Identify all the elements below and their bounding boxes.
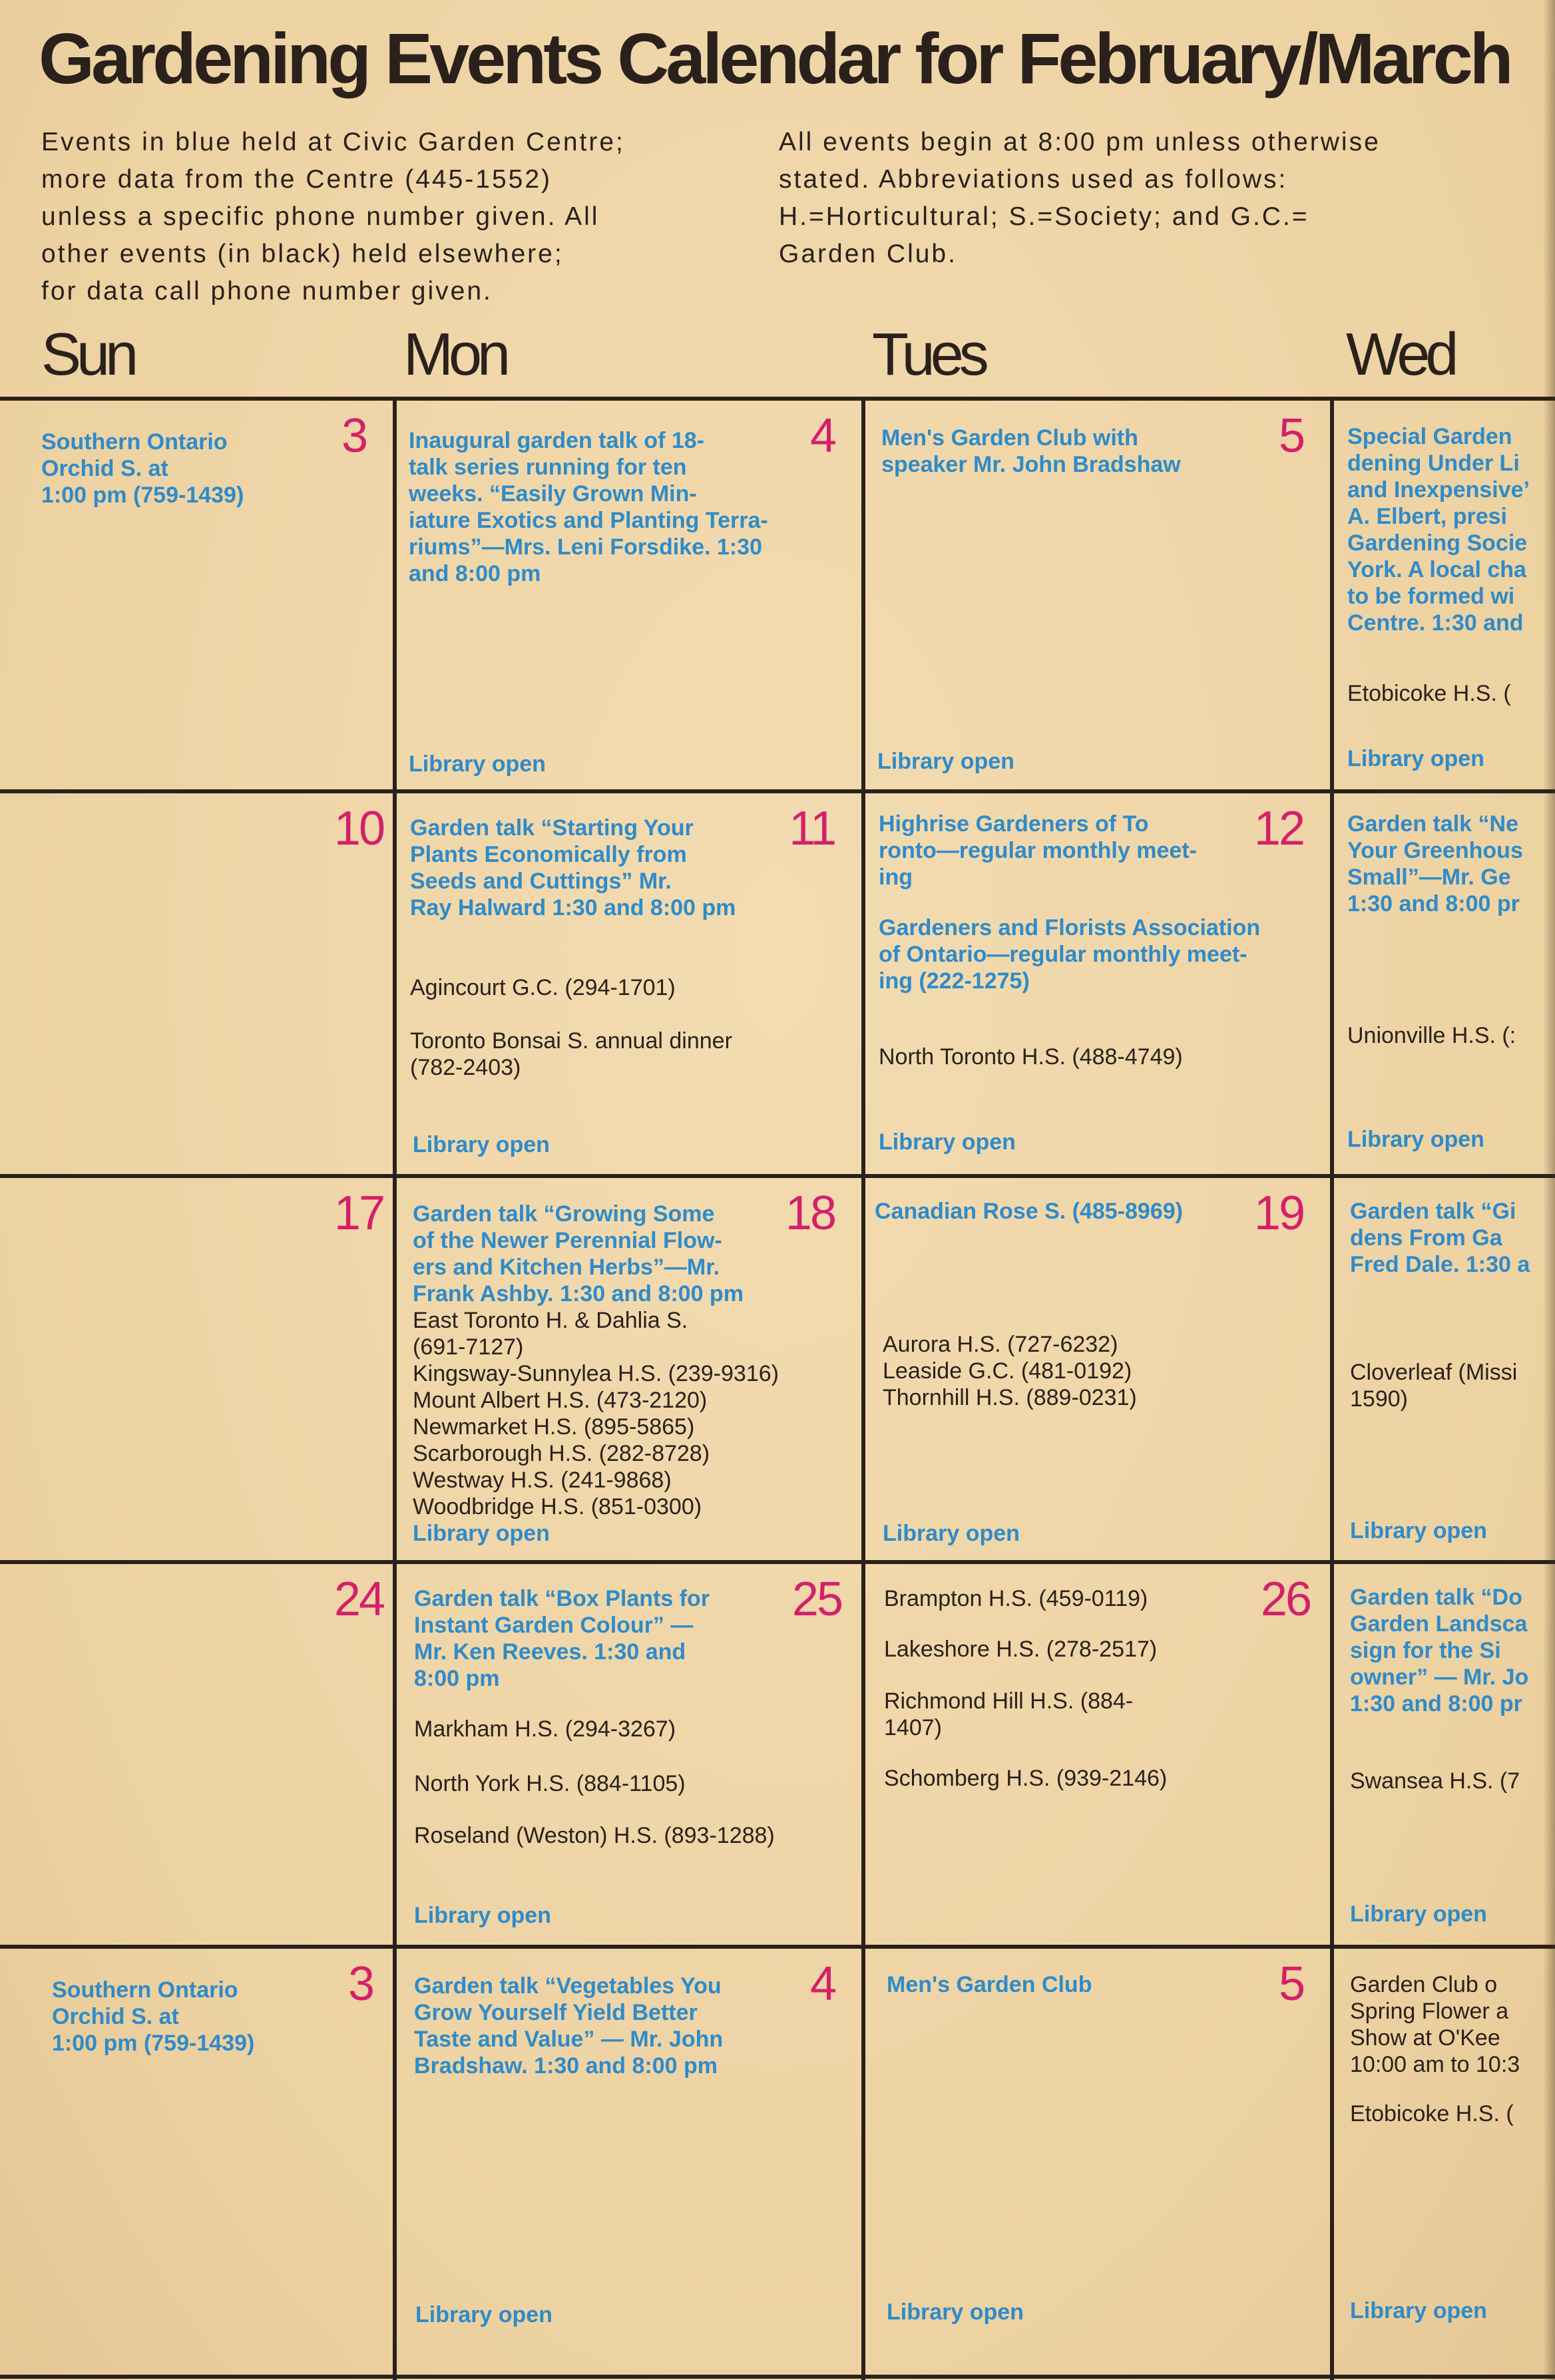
event-starting-plants-talk: Garden talk “Starting Your Plants Economically from Seeds and Cuttings” Mr. Ray Halward 1:30 and 8:00 pm [410, 815, 736, 920]
event-aurora-leaside-thornhill: Aurora H.S. (727-6232) Leaside G.C. (481-0192) Thornhill H.S. (889-0231) [883, 1332, 1137, 1410]
event-etobicoke: Etobicoke H.S. ( [1350, 2101, 1514, 2126]
event-perennial-talk: Garden talk “Growing Some of the Newer Perennial Flow- ers and Kitchen Herbs”—Mr. Frank Ashby. 1:30 and 8:00 pm [413, 1201, 744, 1306]
day-number: 5 [1278, 409, 1303, 463]
day-cell-feb-10 [0, 793, 393, 1174]
day-number: 12 [1253, 802, 1303, 855]
day-cell-feb-11 [397, 793, 861, 1174]
intro-right: All events begin at 8:00 pm unless otherwise stated. Abbreviations used as follows: H.=Horticultural; S.=Society; and G.C.= Garden Club. [779, 128, 1381, 268]
event-schomberg: Schomberg H.S. (939-2146) [884, 1766, 1168, 1791]
day-cell-feb-17 [0, 1178, 393, 1560]
event-spring-flower-show: Garden Club o Spring Flower a Show at O'Kee 10:00 am to 10:3 [1350, 1972, 1520, 2077]
library-open: Library open [414, 1903, 551, 1928]
event-north-toronto: North Toronto H.S. (488-4749) [879, 1044, 1183, 1070]
library-open: Library open [1347, 1127, 1484, 1152]
day-number: 18 [785, 1187, 835, 1240]
day-header-sun: Sun [41, 321, 134, 388]
event-roseland: Roseland (Weston) H.S. (893-1288) [414, 1823, 775, 1848]
day-number: 26 [1260, 1573, 1310, 1626]
event-gardens-talk: Garden talk “Gi dens From Ga Fred Dale. 1:30 a [1350, 1199, 1530, 1277]
day-cell-mar-4 [397, 1949, 861, 2375]
event-lakeshore: Lakeshore H.S. (278-2517) [884, 1637, 1158, 1662]
library-open: Library open [415, 2302, 553, 2327]
library-open: Library open [883, 1521, 1020, 1546]
event-highrise-gardeners: Highrise Gardeners of To ronto—regular monthly meet- ing [879, 811, 1197, 890]
day-cell-feb-19 [865, 1178, 1330, 1560]
library-open: Library open [1350, 1518, 1487, 1543]
library-open: Library open [877, 749, 1014, 774]
day-number: 3 [341, 409, 366, 463]
event-mens-garden-club: Men's Garden Club with speaker Mr. John Bradshaw [881, 425, 1181, 477]
day-cell-feb-24 [0, 1564, 393, 1945]
page-edge-shadow [1543, 0, 1555, 2380]
event-north-york: North York H.S. (884-1105) [414, 1771, 686, 1796]
day-number: 17 [333, 1187, 383, 1240]
event-gardeners-florists: Gardeners and Florists Association of Ontario—regular monthly meet- ing (222-1275) [879, 915, 1261, 994]
event-canadian-rose: Canadian Rose S. (485-8969) [875, 1199, 1183, 1224]
day-cell-feb-12 [865, 793, 1330, 1174]
event-richmond-hill: Richmond Hill H.S. (884- 1407) [884, 1688, 1134, 1740]
day-header-wed: Wed [1346, 321, 1454, 388]
event-agincourt: Agincourt G.C. (294-1701) [410, 975, 676, 1000]
event-brampton: Brampton H.S. (459-0119) [884, 1586, 1148, 1611]
page-title: Gardening Events Calendar for February/March [39, 18, 1510, 99]
event-society-list: East Toronto H. & Dahlia S. (691-7127) Kingsway-Sunnylea H.S. (239-9316) Mount Albert H.S. (473-2120) Newmarket H.S. (895-5865) Scarborough H.S. (282-8728) Westway H.S. (241-9868) Woodbridge H.S. (851-0300) [413, 1308, 779, 1519]
library-open: Library open [413, 1132, 550, 1157]
day-cell-mar-5 [865, 1949, 1330, 2375]
day-number: 24 [333, 1573, 383, 1626]
day-number: 3 [347, 1957, 373, 2011]
day-cell-mar-3 [0, 1949, 393, 2375]
library-open: Library open [409, 751, 546, 777]
day-number: 25 [791, 1573, 841, 1626]
event-orchid-society: Southern Ontario Orchid S. at 1:00 pm (759-1439) [41, 429, 244, 508]
day-cell-feb-18 [397, 1178, 861, 1560]
day-header-tue: Tues [872, 321, 985, 388]
event-orchid-society: Southern Ontario Orchid S. at 1:00 pm (759-1439) [52, 1977, 255, 2056]
day-cell-feb-5 [865, 401, 1330, 789]
day-number: 10 [333, 802, 383, 855]
day-cell-feb-4 [397, 401, 861, 789]
library-open: Library open [879, 1129, 1016, 1155]
day-cell-feb-3 [0, 401, 393, 789]
day-cell-feb-13 [1334, 793, 1555, 1174]
day-cell-mar-6 [1334, 1949, 1555, 2375]
day-number: 19 [1253, 1187, 1303, 1240]
day-header-mon: Mon [403, 321, 507, 388]
event-cloverleaf: Cloverleaf (Missi 1590) [1350, 1360, 1518, 1412]
event-inaugural-talk: Inaugural garden talk of 18- talk series running for ten weeks. “Easily Grown Min- iature Exotics and Planting Terra- riums”—Mrs. Leni Forsdike. 1:30 and 8:00 pm [409, 428, 768, 586]
event-landscape-talk: Garden talk “Do Garden Landsca sign for the Si owner” — Mr. Jo 1:30 and 8:00 pr [1350, 1585, 1529, 1716]
event-greenhouse-talk: Garden talk “Ne Your Greenhous Small”—Mr. Ge 1:30 and 8:00 pr [1347, 811, 1523, 916]
event-markham: Markham H.S. (294-3267) [414, 1716, 676, 1742]
library-open: Library open [1350, 2298, 1487, 2323]
day-cell-feb-6 [1334, 401, 1555, 789]
event-toronto-bonsai: Toronto Bonsai S. annual dinner (782-2403) [410, 1028, 732, 1080]
day-number: 5 [1278, 1957, 1303, 2011]
intro-left: Events in blue held at Civic Garden Centre; more data from the Centre (445-1552) unless a specific phone number given. All other events (in black) held elsewhere; for data call phone number given. [41, 128, 625, 305]
library-open: Library open [1350, 1901, 1487, 1927]
event-special-garden: Special Garden dening Under Li and Inexpensive’ A. Elbert, presi Gardening Socie York. A local cha to be formed wi Centre. 1:30 and [1347, 424, 1530, 636]
library-open: Library open [887, 2299, 1024, 2325]
event-unionville: Unionville H.S. (: [1347, 1023, 1516, 1048]
day-number: 4 [809, 1957, 835, 2011]
grid-line [0, 2375, 1555, 2379]
day-cell-feb-25 [397, 1564, 861, 1945]
event-etobicoke: Etobicoke H.S. ( [1347, 681, 1511, 706]
day-number: 11 [789, 802, 835, 855]
day-number: 4 [809, 409, 835, 463]
day-cell-feb-20 [1334, 1178, 1555, 1560]
event-swansea: Swansea H.S. (7 [1350, 1768, 1520, 1794]
day-cell-feb-27 [1334, 1564, 1555, 1945]
event-box-plants-talk: Garden talk “Box Plants for Instant Garden Colour” — Mr. Ken Reeves. 1:30 and 8:00 pm [414, 1586, 710, 1691]
day-cell-feb-26 [865, 1564, 1330, 1945]
library-open: Library open [1347, 746, 1484, 771]
event-vegetables-talk: Garden talk “Vegetables You Grow Yourself Yield Better Taste and Value” — Mr. John Bradshaw. 1:30 and 8:00 pm [414, 1973, 724, 2079]
event-mens-garden-club: Men's Garden Club [887, 1972, 1092, 1997]
library-open: Library open [413, 1521, 550, 1546]
